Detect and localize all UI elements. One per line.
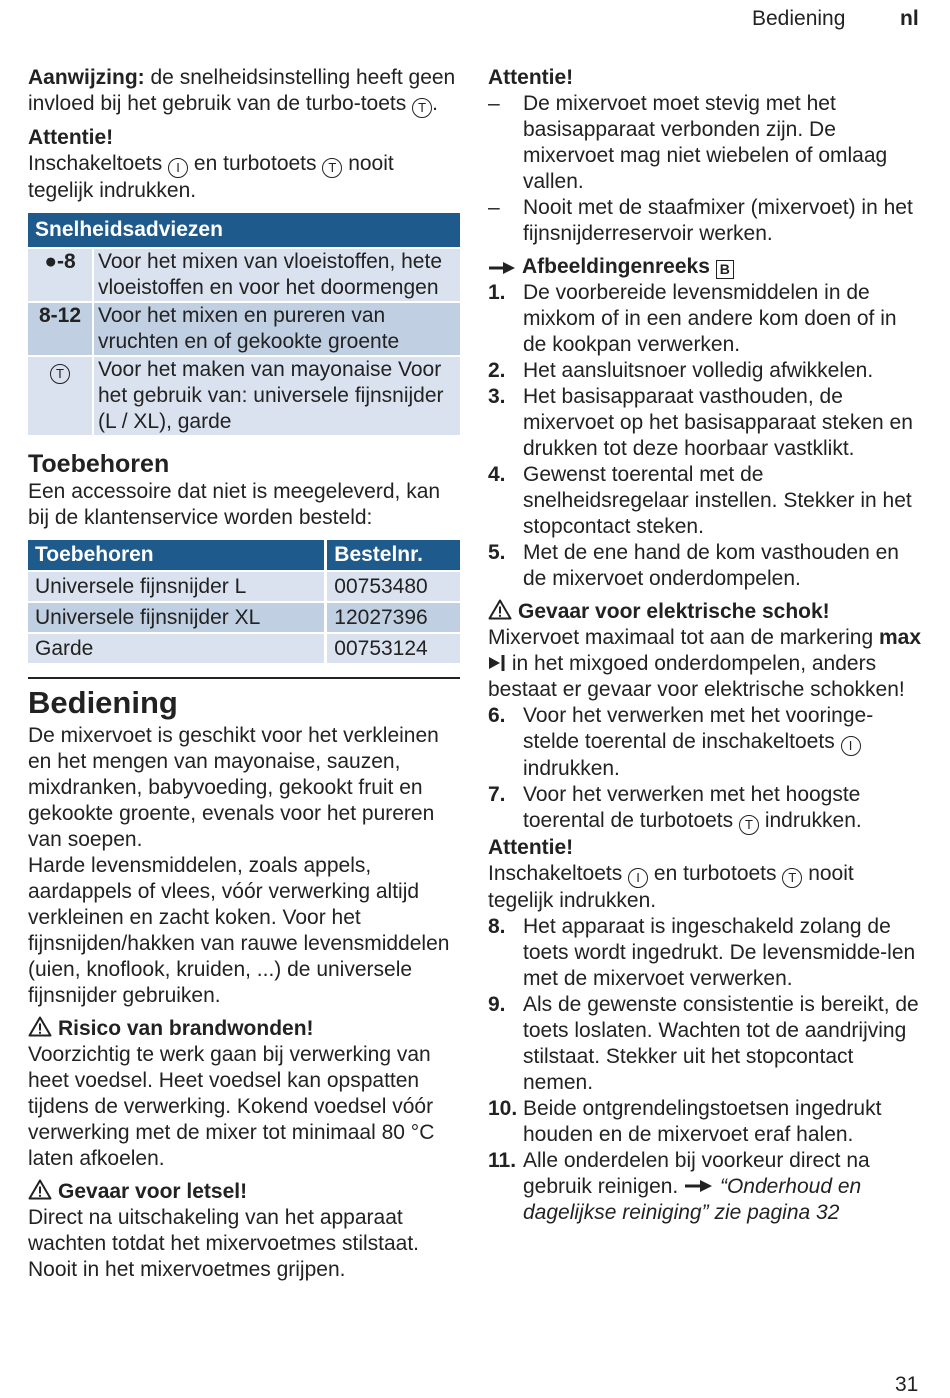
list-item [488,195,922,247]
arrow-right-icon [488,261,516,275]
list-item [488,782,922,835]
step-text [523,1148,922,1226]
list-item [488,1096,922,1148]
step-text: Het aansluitsnoer volledig afwikkelen. [523,359,874,382]
step-number: 2. [488,359,506,382]
step-text-b: indrukken. [758,809,862,832]
attention-label: Attentie! [28,126,114,149]
speed-text: Voor het mixen en pureren van vruchten en of gekookte groente [94,303,460,355]
note-text: de snelheidsinstelling heeft geen invloed bij het gebruik van de turbo-toets [28,66,456,115]
step-text: Gewenst toerental met de snelheidsregelaar instellen. Stekker in het stopcontact steken. [523,463,912,538]
accessories-col-header: Toebehoren [28,540,327,570]
attention-label: Attentie! [488,66,574,89]
step-text-b: indrukken. [523,757,620,780]
accessory-name: Garde [28,634,327,663]
shock-text-b: in het mixgoed onderdompelen, anders bestaat er gevaar voor elektrische schokken! [488,652,905,701]
list-item [488,280,922,358]
order-number: 00753480 [327,572,460,601]
warning-icon [28,1179,52,1200]
left-column [28,65,460,1283]
table-row [28,303,460,355]
operation-paragraph-1: De mixervoet is geschikt voor het verkleinen en het mengen van mayonaise, sauzen, mixdranken, babyvoeding, gekookt fruit en gekookte groente, evenals voor het pureren van soepen. [28,724,439,851]
table-row [28,603,460,632]
attention-text-b: en turbotoets [648,862,783,885]
turbo-button-icon: T [50,364,70,384]
table-row [28,634,460,663]
step-number: 11. [488,1149,517,1172]
turbo-button-icon: T [412,98,432,118]
burn-warning-title [28,1016,460,1042]
attention-text [488,861,922,914]
list-item [488,540,922,592]
step-text: Het apparaat is ingeschakeld zolang de toets wordt ingedrukt. De levensmidde-len met de mixervoet verwerken. [523,915,916,990]
speed-key: 8-12 [28,303,94,355]
list-item [488,914,922,992]
figure-reference-text: Afbeeldingenreeks [522,255,710,278]
speed-text: Voor het maken van mayonaise Voor het gebruik van: universele fijnsnijder (L / XL), garde [94,357,460,435]
step-text-a: Voor het verwerken met het hoogste toerental de turbotoets [523,783,861,832]
warning-icon [28,1016,52,1037]
running-header-section: Bediening [752,7,846,30]
operation-paragraph-2: Harde levensmiddelen, zoals appels, aardappels of vlees, vóór verwerking altijd verkleinen en zacht koken. Voor het fijnsnijden/hakken van rauwe levensmiddelen (uien, knoflook, kruiden, ...) de universele fijnsnijder gebruiken. [28,854,450,1007]
step-number: 10. [488,1097,518,1120]
shock-warning-text [488,625,922,703]
burn-warning-text: Voorzichtig te werk gaan bij verwerking van heet voedsel. Heet voedsel kan opspatten tijdens de verwerking. Kokend voedsel vóór verwerking met de mixer tot minimaal 80 °C laten afkoelen. [28,1043,435,1170]
max-marker-icon [488,654,506,672]
turbo-button-icon: T [322,158,342,178]
step-text: Beide ontgrendelingstoetsen ingedrukt houden en de mixervoet eraf halen. [523,1097,882,1146]
step-text: Het basisapparaat vasthouden, de mixervoet op het basisapparaat steken en drukken tot deze hoorbaar vastklikt. [523,385,913,460]
attention-text-b: en turbotoets [188,152,323,175]
right-column [488,65,922,1226]
accessories-table [28,538,460,665]
accessories-intro: Een accessoire dat niet is meegeleverd, kan bij de klantenservice worden besteld: [28,480,441,529]
figure-reference [488,254,922,280]
dash-marker: – [488,196,500,219]
attention-text-a: Inschakeltoets [488,862,629,885]
turbo-button-icon: T [739,815,759,835]
list-item [488,384,922,462]
note-paragraph: Aanwijzing: de snelheidsinstelling heeft geen invloed bij het gebruik van de turbo-toets T . [28,65,460,118]
note-label: Aanwijzing: [28,66,145,89]
page-number: 31 [895,1373,919,1396]
shock-warning-title [488,599,922,625]
list-item [488,462,922,540]
speed-key: ●-8 [28,249,94,301]
step-text: Als de gewenste consistentie is bereikt, de toets loslaten. Wachten tot de aandrijving stilstaat. Stekker uit het stopcontact nemen. [523,993,919,1094]
attention-label: Attentie! [488,836,574,859]
table-row [28,249,460,301]
attention-text [28,151,460,204]
step-number: 1. [488,281,506,304]
step-text [523,703,922,782]
table-row [28,572,460,601]
list-item [488,703,922,782]
step-number: 3. [488,385,506,408]
table-row [28,357,460,435]
order-number: 00753124 [327,634,460,663]
accessory-name: Universele fijnsnijder L [28,572,327,601]
turbo-button-icon: T [782,868,802,888]
running-header-language: nl [900,7,919,30]
step-text: De voorbereide levensmiddelen in de mixkom of in een andere kom doen of in de kookpan verwerken. [523,281,897,356]
attention-text-a: Inschakeltoets [28,152,169,175]
accessory-name: Universele fijnsnijder XL [28,603,327,632]
max-marking-label: max [879,626,922,649]
list-item [488,1148,922,1226]
attention-text-c: nooit tegelijk indrukken. [488,862,854,912]
step-number: 4. [488,463,506,486]
arrow-right-icon [684,1179,714,1193]
list-item [488,358,922,384]
on-button-icon: I [628,868,648,888]
warning-icon [488,599,512,620]
step-number: 8. [488,915,506,938]
injury-warning-title [28,1179,460,1205]
speed-key [28,357,94,435]
on-button-icon: I [168,158,188,178]
list-item-text: De mixervoet moet stevig met het basisapparaat verbonden zijn. De mixervoet mag niet wiebelen of omlaag vallen. [523,92,888,193]
attention-text-c: nooit tegelijk indrukken. [28,152,394,202]
list-item [488,91,922,195]
order-number-col-header: Bestelnr. [327,540,460,570]
list-item-text: Nooit met de staafmixer (mixervoet) in het fijnsnijderreservoir werken. [523,196,913,245]
injury-warning-title-text: Gevaar voor letsel! [58,1180,248,1203]
list-item [488,992,922,1096]
burn-warning-title-text: Risico van brandwonden! [58,1017,314,1040]
step-number: 9. [488,993,506,1016]
dash-marker: – [488,92,500,115]
order-number: 12027396 [327,603,460,632]
figure-letter-box: B [716,260,734,279]
step-number: 7. [488,783,506,806]
speed-advice-table [28,211,460,437]
operation-heading: Bediening [28,677,460,723]
accessories-heading: Toebehoren [28,450,170,478]
on-button-icon: I [841,736,861,756]
shock-text-a: Mixervoet maximaal tot aan de markering [488,626,879,649]
shock-warning-title-text: Gevaar voor elektrische schok! [518,600,830,623]
step-number: 5. [488,541,506,564]
step-text [523,782,922,835]
page-reference-link[interactable]: “Onderhoud en dagelijkse reiniging” zie pagina 32 [523,1175,862,1224]
injury-warning-text: Direct na uitschakeling van het apparaat wachten totdat het mixervoetmes stilstaat. Nooit in het mixervoetmes grijpen. [28,1206,420,1281]
step-text: Met de ene hand de kom vasthouden en de mixervoet onderdompelen. [523,541,899,590]
step-text-a: Alle onderdelen bij voorkeur direct na gebruik reinigen. [523,1149,870,1198]
step-text-a: Voor het verwerken met het vooringe-stelde toerental de inschakeltoets [523,704,874,753]
step-number: 6. [488,704,506,727]
speed-text: Voor het mixen van vloeistoffen, hete vloeistoffen en voor het doormengen [94,249,460,301]
speed-table-header: Snelheidsadviezen [28,213,460,247]
